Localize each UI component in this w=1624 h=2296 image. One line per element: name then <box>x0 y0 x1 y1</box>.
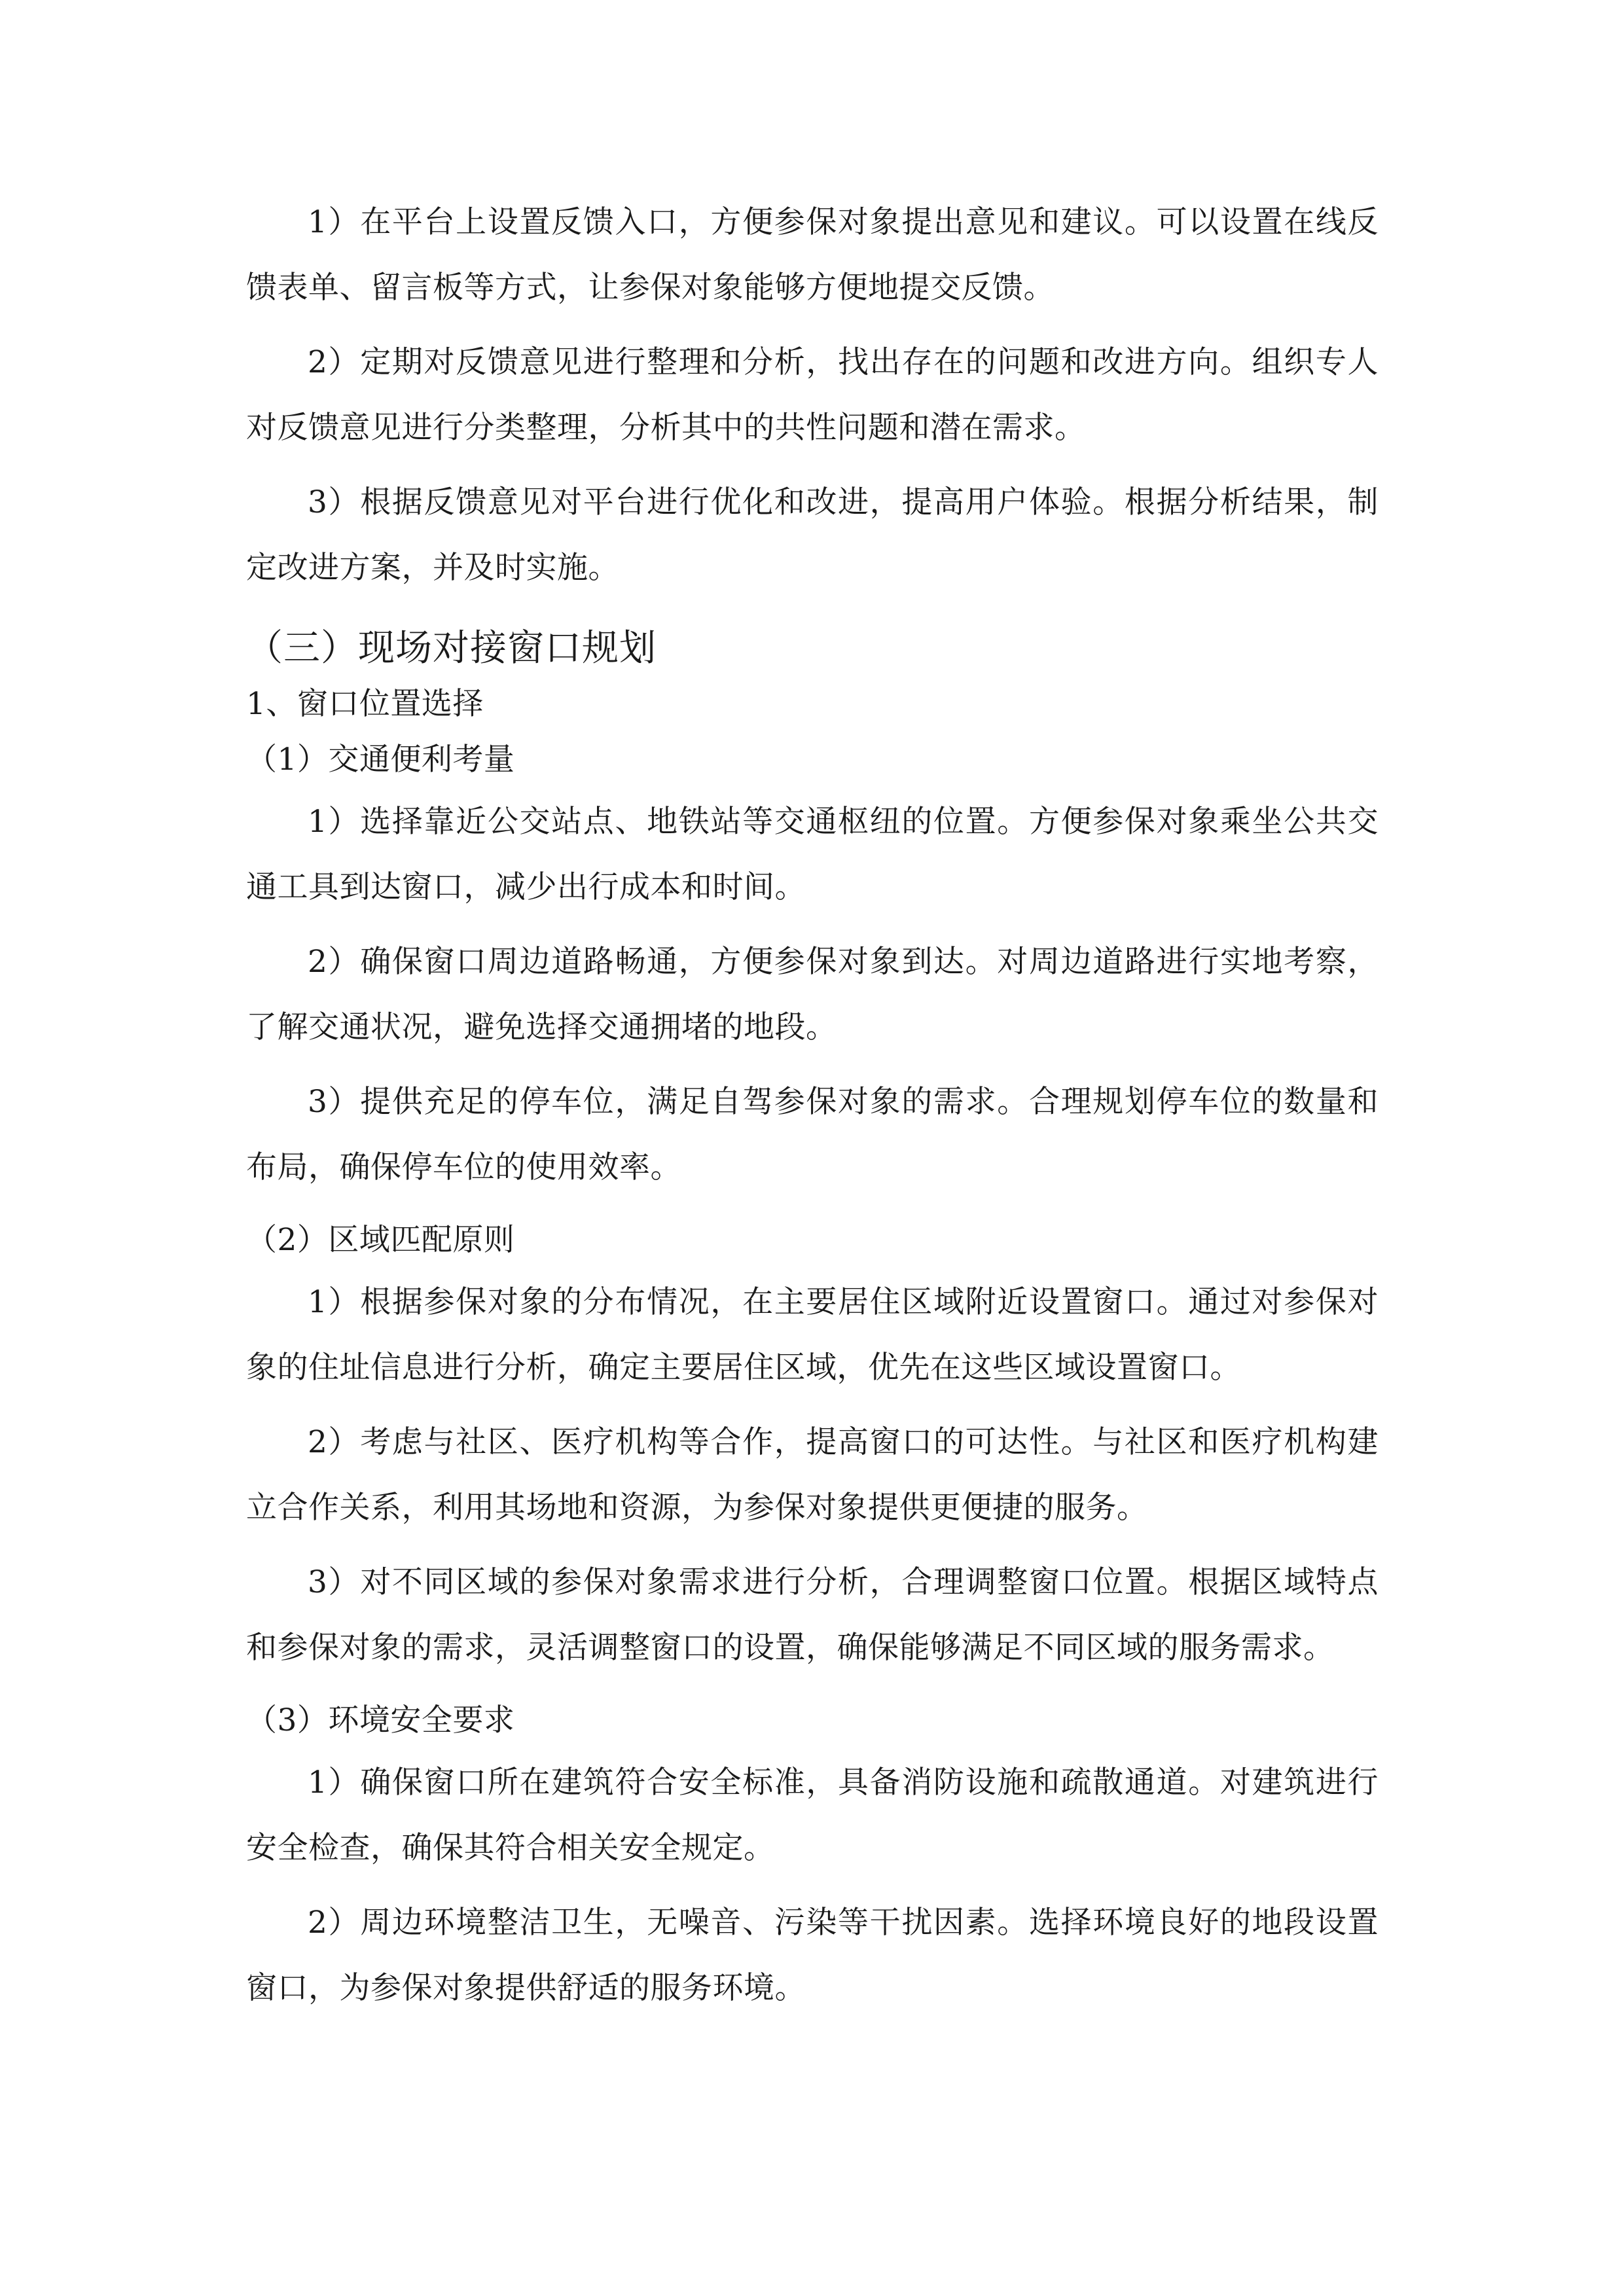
traffic-paragraph-1: 1）选择靠近公交站点、地铁站等交通枢纽的位置。方便参保对象乘坐公共交通工具到达窗口，减少出行成本和时间。 <box>246 804 1379 905</box>
safety-paragraph-1: 1）确保窗口所在建筑符合安全标准，具备消防设施和疏散通道。对建筑进行安全检查，确保其符合相关安全规定。 <box>246 1765 1379 1866</box>
feedback-paragraph-3: 3）根据反馈意见对平台进行优化和改进，提高用户体验。根据分析结果，制定改进方案，并及时实施。 <box>246 484 1379 586</box>
traffic-paragraph-2: 2）确保窗口周边道路畅通，方便参保对象到达。对周边道路进行实地考察，了解交通状况，避免选择交通拥堵的地段。 <box>246 944 1379 1045</box>
region-paragraph-3: 3）对不同区域的参保对象需求进行分析，合理调整窗口位置。根据区域特点和参保对象的需求，灵活调整窗口的设置，确保能够满足不同区域的服务需求。 <box>246 1564 1379 1666</box>
group-title-safety: （3）环境安全要求 <box>246 1702 515 1738</box>
feedback-paragraph-1: 1）在平台上设置反馈入口，方便参保对象提出意见和建议。可以设置在线反馈表单、留言板等方式，让参保对象能够方便地提交反馈。 <box>246 204 1379 306</box>
group-title-region: （2）区域匹配原则 <box>246 1222 515 1258</box>
traffic-paragraph-3: 3）提供充足的停车位，满足自驾参保对象的需求。合理规划停车位的数量和布局，确保停车位的使用效率。 <box>246 1084 1379 1185</box>
safety-paragraph-2: 2）周边环境整洁卫生，无噪音、污染等干扰因素。选择环境良好的地段设置窗口，为参保对象提供舒适的服务环境。 <box>246 1905 1379 2006</box>
region-paragraph-1: 1）根据参保对象的分布情况，在主要居住区域附近设置窗口。通过对参保对象的住址信息进行分析，确定主要居住区域，优先在这些区域设置窗口。 <box>246 1284 1379 1386</box>
region-paragraph-2: 2）考虑与社区、医疗机构等合作，提高窗口的可达性。与社区和医疗机构建立合作关系，利用其场地和资源，为参保对象提供更便捷的服务。 <box>246 1424 1379 1526</box>
feedback-paragraph-2: 2）定期对反馈意见进行整理和分析，找出存在的问题和改进方向。组织专人对反馈意见进行分类整理，分析其中的共性问题和潜在需求。 <box>246 344 1379 446</box>
section-title: （三）现场对接窗口规划 <box>246 627 657 670</box>
group-title-traffic: （1）交通便利考量 <box>246 742 515 778</box>
subsection-title: 1、窗口位置选择 <box>246 686 484 722</box>
document-body <box>246 190 1379 2030</box>
